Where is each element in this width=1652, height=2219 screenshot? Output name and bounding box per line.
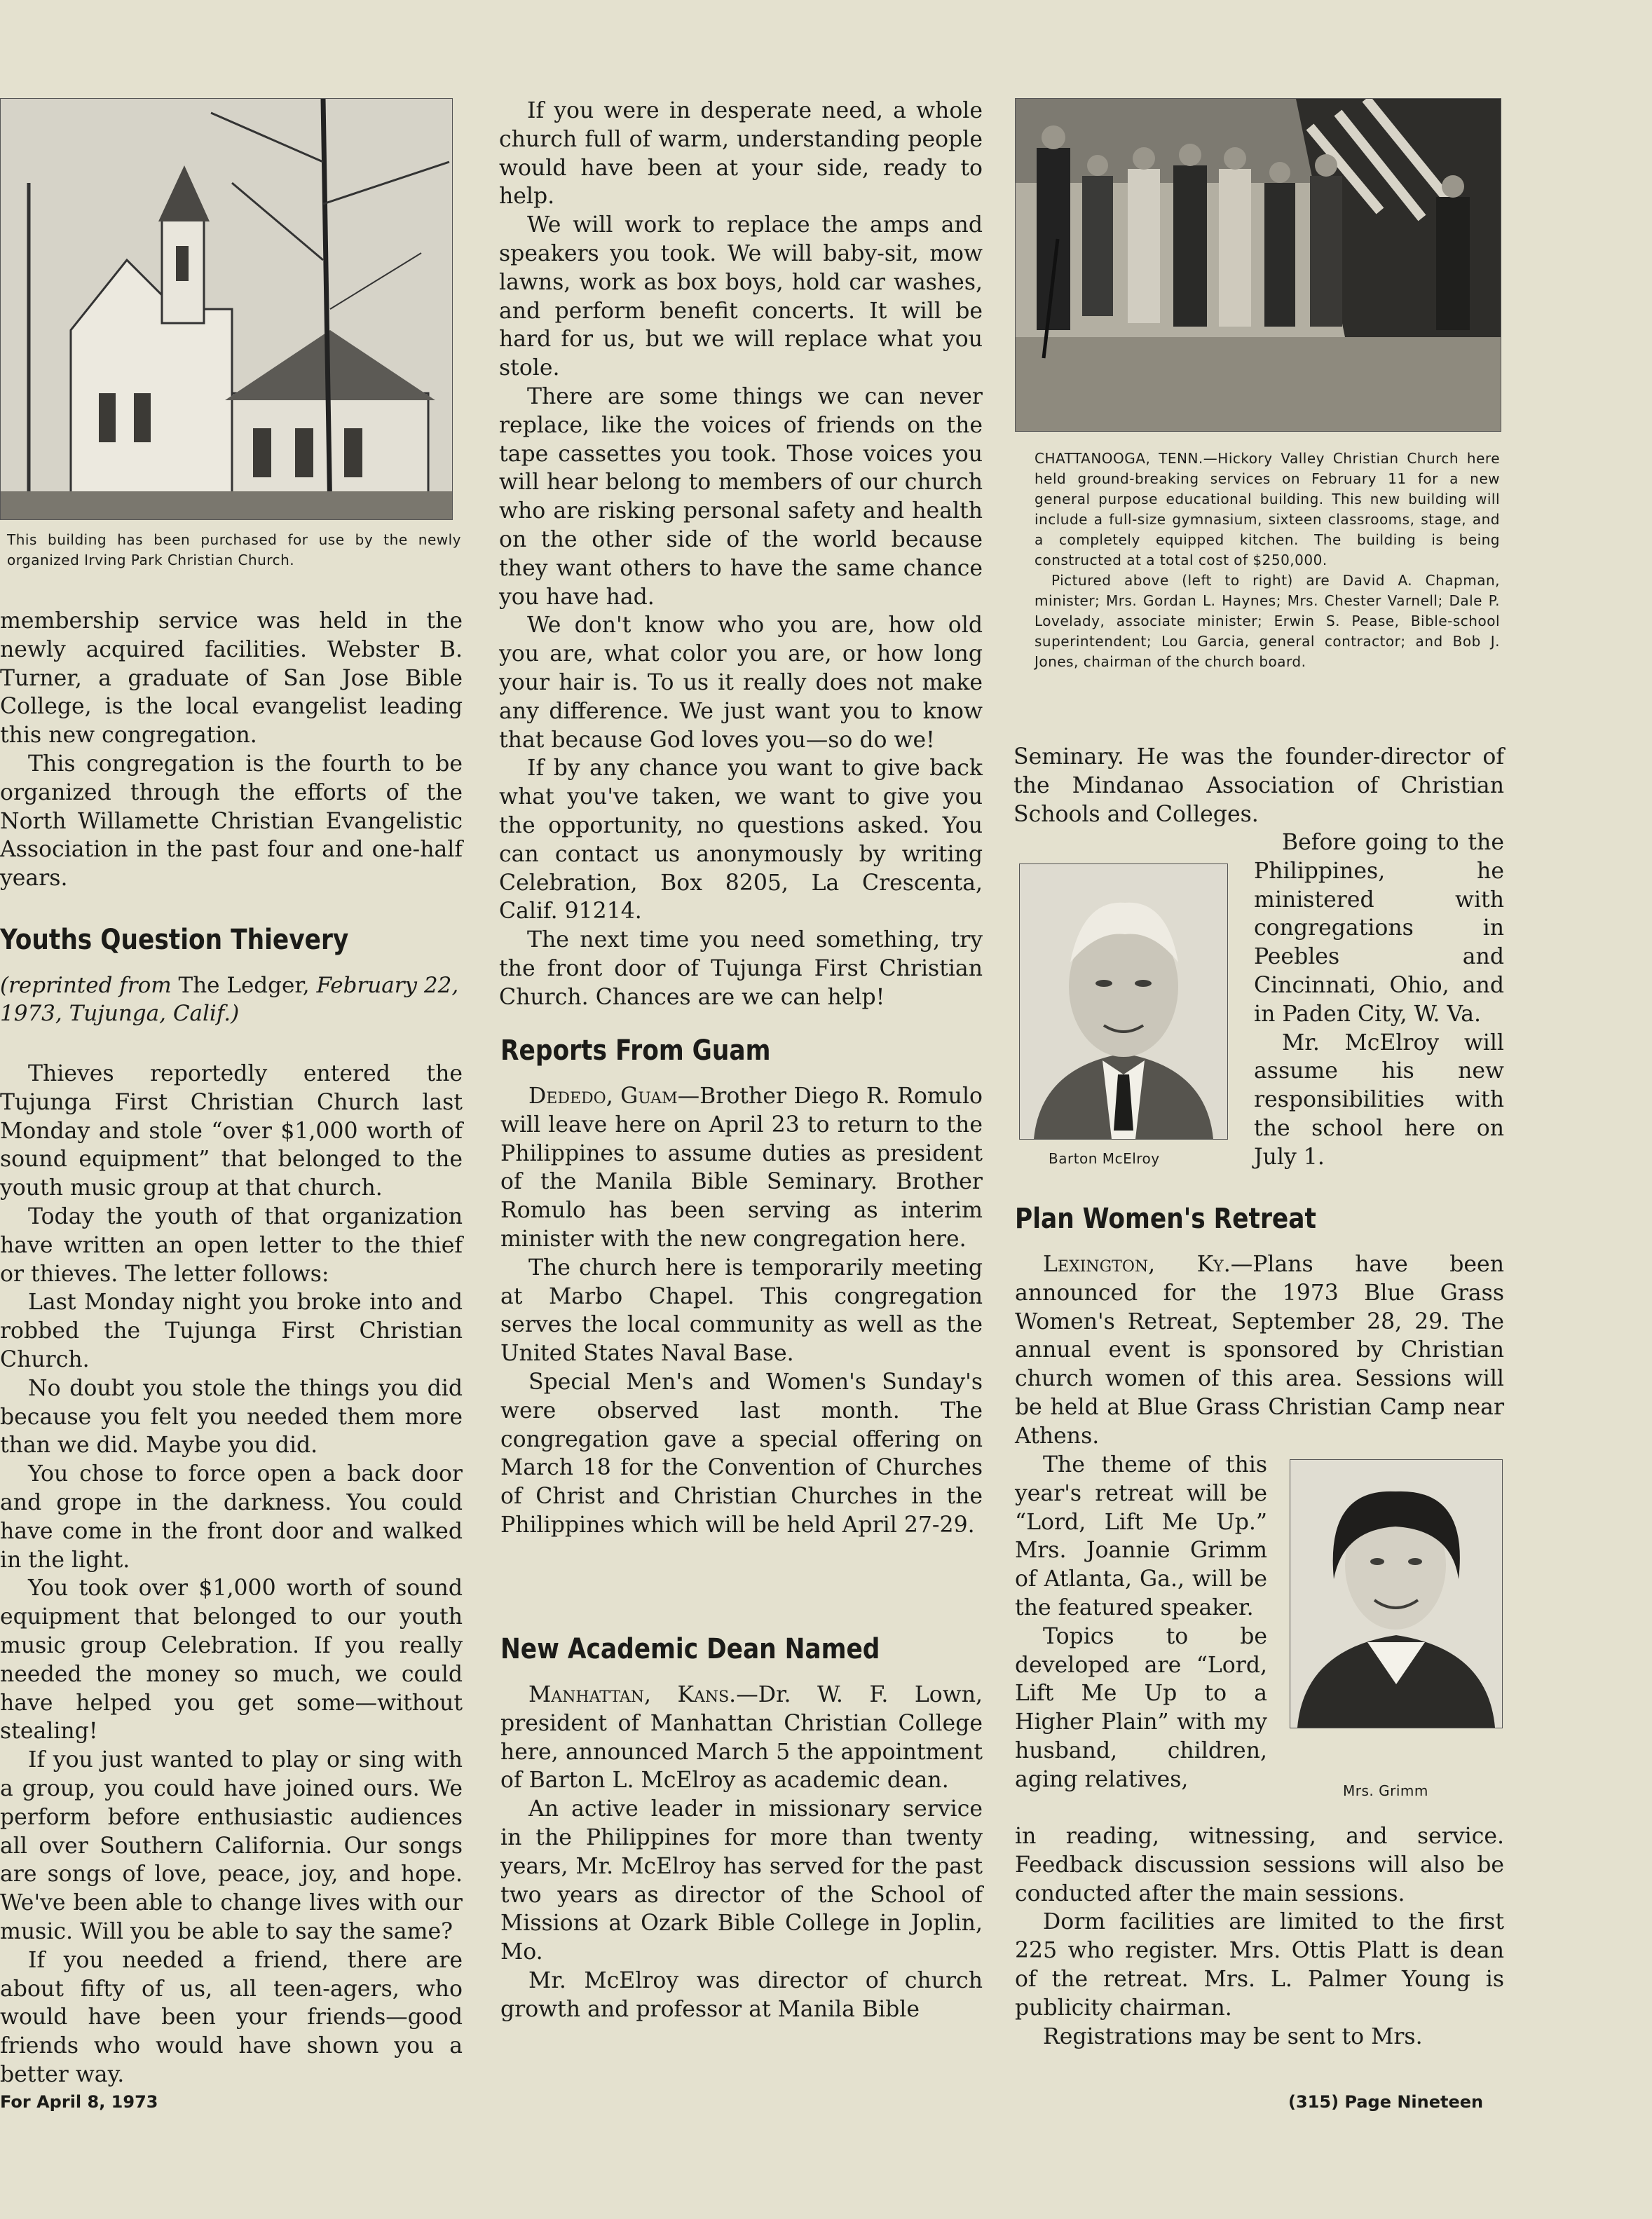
guam-article <box>500 1082 983 1540</box>
letter-paragraph: Today the youth of that organization have written an open letter to the thief or thieves. The letter follows: <box>0 1203 463 1287</box>
seminary-text <box>1013 743 1504 828</box>
letter-paragraph: We don't know who you are, how old you are, what color you are, or how long your hair is. To us it really does not make any difference. We just want you to know that because God loves you—so do we! <box>499 613 983 753</box>
membership-text <box>0 607 463 893</box>
letter-paragraph: You chose to force open a back door and grope in the darkness. You could have come in the front door and walked in the light. <box>0 1461 463 1573</box>
retreat-paragraph: Dorm facilities are limited to the first 225 who register. Mrs. Ottis Platt is dean of the retreat. Mrs. L. Palmer Young is publicity chairman. <box>1015 1909 1504 2021</box>
retreat-lead <box>1015 1250 1504 1451</box>
new-academic-dean-headline: New Academic Dean Named <box>500 1633 880 1665</box>
retreat-wrap-paragraph: The theme of this year's retreat will be “Lord, Lift Me Up.” Mrs. Joannie Grimm of Atlanta, Ga., will be the featured speaker. <box>1015 1452 1267 1620</box>
reprint-note-a: (reprinted from <box>0 973 172 998</box>
reprint-note <box>0 971 463 1027</box>
letter-paragraph: You took over $1,000 worth of sound equipment that belonged to our youth music group Celebration. If you really needed the money so much, we could have helped you get some—without stealing! <box>0 1576 463 1745</box>
letter-paragraph: If you were in desperate need, a whole church full of warm, understanding people would have been at your side, ready to help. <box>499 98 983 210</box>
membership-paragraph: membership service was held in the newly acquired facilities. Webster B. Turner, a graduate of San Jose Bible College, is the local evangelist leading this new congregation. <box>0 608 463 749</box>
retreat-wrap-text <box>1015 1451 1267 1794</box>
chattanooga-caption-paragraph: Pictured above (left to right) are David A. Chapman, minister; Mrs. Gordan L. Haynes; Mrs. Chester Varnell; Dale P. Lovelady, associate minister; Erwin S. Pease, Bible-school superintendent; Lou Garcia, general contractor; and Bob J. Jones, chairman of the church board. <box>1035 572 1500 670</box>
reprint-note-date: February 22, 1973, Tujunga, Calif.) <box>0 973 459 1026</box>
footer-date: For April 8, 1973 <box>0 2092 158 2112</box>
reports-from-guam-headline: Reports From Guam <box>500 1035 771 1067</box>
guam-paragraph: Special Men's and Women's Sunday's were observed last month. The congregation gave a special offering on March 18 for the Convention of Churches of Christ and Christian Churches in the Philippines which will be held April 27-29. <box>500 1369 983 1538</box>
letter-paragraph: No doubt you stole the things you did because you felt you needed them more than we did. Maybe you did. <box>0 1375 463 1459</box>
youths-question-thievery-headline: Youths Question Thievery <box>0 924 349 956</box>
barton-mcelroy-portrait <box>1019 863 1228 1140</box>
retreat-after-text <box>1015 1822 1504 2051</box>
letter-paragraph: If you just wanted to play or sing with a group, you could have joined ours. We perform before enthusiastic audiences all over Southern California. Our songs are songs of love, peace, joy, and hope. We've been able to change lives with our music. Will you be able to say the same? <box>0 1747 463 1944</box>
seminary-paragraph: Seminary. He was the founder-director of the Mindanao Association of Christian Schools and Colleges. <box>1013 744 1504 827</box>
membership-paragraph: This congregation is the fourth to be organized through the efforts of the North Willamette Christian Evangelistic Association in the past four and one-half years. <box>0 751 463 892</box>
mrs-grimm-portrait <box>1290 1459 1503 1728</box>
ground-breaking-photo <box>1015 98 1501 432</box>
reprint-note-source: The Ledger, <box>178 973 310 998</box>
dean-article <box>500 1681 983 2024</box>
plan-womens-retreat-headline: Plan Women's Retreat <box>1015 1203 1316 1235</box>
grimm-portrait-illustration <box>1290 1460 1502 1728</box>
church-illustration <box>1 99 452 519</box>
youth-letter-text <box>0 1060 463 2089</box>
ground-breaking-illustration <box>1016 99 1501 431</box>
letter-continuation <box>499 97 983 1012</box>
retreat-paragraph: Registrations may be sent to Mrs. <box>1043 2023 1423 2049</box>
grimm-caption: Mrs. Grimm <box>1343 1782 1428 1799</box>
letter-paragraph: Last Monday night you broke into and robbed the Tujunga First Christian Church. <box>0 1290 463 1372</box>
dean-dateline: Manhattan, Kans. <box>528 1682 737 1707</box>
mcelroy-wrap-text <box>1254 828 1504 1172</box>
letter-paragraph: If you needed a friend, there are about fifty of us, all teen-agers, who would have been your friends—good friends who would have shown you a better way. <box>0 1947 463 2087</box>
mcelroy-wrap-paragraph: Before going to the Philippines, he ministered with congregations in Peebles and Cincinnati, Ohio, and in Paden City, W. Va. <box>1254 830 1504 1027</box>
retreat-after-paragraph: in reading, witnessing, and service. Feedback discussion sessions will also be conducted after the main sessions. <box>1015 1824 1504 1906</box>
dean-paragraph: An active leader in missionary service in the Philippines for more than twenty years, Mr. McElroy has served for the past two years as director of the School of Missions at Ozark Bible College in Joplin, Mo. <box>500 1796 983 1965</box>
chattanooga-caption-paragraph: CHATTANOOGA, TENN.—Hickory Valley Christian Church here held ground-breaking services on February 11 for a new general purpose educational building. This new building will include a full-size gymnasium, sixteen classrooms, stage, and a completely equipped kitchen. The building is being constructed at a total cost of $250,000. <box>1035 450 1500 568</box>
mcelroy-wrap-paragraph: Mr. McElroy will assume his new responsibilities with the school here on July 1. <box>1254 1030 1504 1170</box>
guam-paragraph: The church here is temporarily meeting at Marbo Chapel. This congregation serves the local community as well as the United States Naval Base. <box>500 1255 983 1367</box>
letter-paragraph: Thieves reportedly entered the Tujunga First Christian Church last Monday and stole “over $1,000 worth of sound equipment” that belonged to the youth music group at that church. <box>0 1061 463 1201</box>
church-photo-caption: This building has been purchased for use by the newly organized Irving Park Christian Church. <box>7 531 461 568</box>
mcelroy-caption: Barton McElroy <box>1049 1150 1160 1167</box>
retreat-wrap-paragraph: Topics to be developed are “Lord, Lift Me Up to a Higher Plain” with my husband, children, aging relatives, <box>1015 1623 1267 1792</box>
guam-dateline: Dededo, Guam <box>528 1084 678 1109</box>
dean-paragraph: Mr. McElroy was director of church growth and professor at Manila Bible <box>500 1967 983 2022</box>
retreat-dateline: Lexington, Ky. <box>1043 1252 1231 1277</box>
letter-paragraph: There are some things we can never replace, like the voices of friends on the tape cassettes you took. Those voices you will hear belong to members of our church who are risking personal safety and health on the other side of the world because they want others to have the same chance you have had. <box>499 383 983 610</box>
mcelroy-portrait-illustration <box>1020 864 1227 1139</box>
letter-paragraph: The next time you need something, try the front door of Tujunga First Christian Church. Chances are we can help! <box>499 927 983 1010</box>
retreat-lead-text: —Plans have been announced for the 1973 Blue Grass Women's Retreat, September 28, 29. The annual event is sponsored by Christian church women of this area. Sessions will be held at Blue Grass Christian Camp near Athens. <box>1015 1252 1504 1449</box>
church-building-photo <box>0 98 453 520</box>
footer-page-number: (315) Page Nineteen <box>1288 2092 1484 2112</box>
guam-lead: —Brother Diego R. Romulo will leave here on April 23 to return to the Philippines to assume duties as president of the Manila Bible Seminary. Brother Romulo has been serving as interim minister with the new congregation here. <box>500 1084 983 1252</box>
letter-paragraph: If by any chance you want to give back what you've taken, we want to give you the opportunity, no questions asked. You can contact us anonymously by writing Celebration, Box 8205, La Crescenta, Calif. 91214. <box>499 756 983 924</box>
dean-lead: —Dr. W. F. Lown, president of Manhattan Christian College here, announced March 5 the appointment of Barton L. McElroy as academic dean. <box>500 1682 983 1794</box>
letter-paragraph: We will work to replace the amps and speakers you took. We will baby-sit, mow lawns, work as box boys, hold car washes, and perform benefit concerts. It will be hard for us, but we will replace what you stole. <box>499 212 983 381</box>
chattanooga-caption <box>1035 449 1500 672</box>
